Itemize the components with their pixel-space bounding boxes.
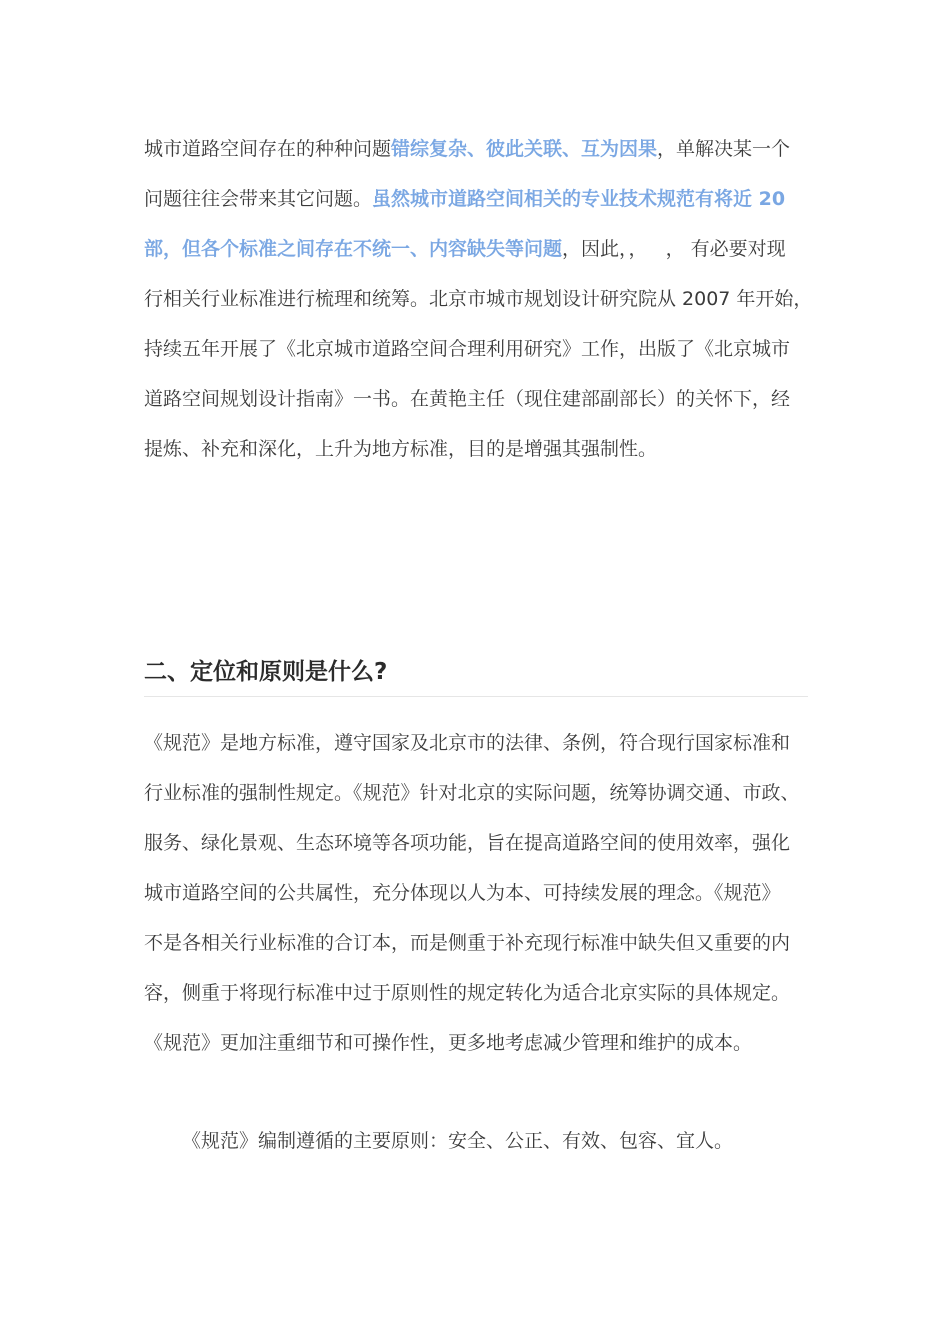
paragraph-line — [144, 224, 808, 274]
positioning-paragraph — [144, 718, 808, 1068]
text-run: 行相关行业标准进行梳理和统筹。北京市城市规划设计研究院从 2007 年开始， — [144, 288, 813, 310]
text-run: ，单解决某一个 — [657, 138, 791, 160]
section-heading: 二、定位和原则是什么? — [144, 659, 388, 685]
heading-divider — [144, 696, 808, 697]
paragraph-line: 《规范》是地方标准，遵守国家及北京市的法律、条例，符合现行国家标准和 — [144, 732, 791, 754]
intro-paragraph — [144, 124, 813, 474]
paragraph-line — [144, 274, 813, 324]
paragraph-line — [144, 124, 808, 174]
paragraph-line — [144, 374, 808, 424]
highlight-text: 部，但各个标准之间存在不统一、内容缺失等问题 — [144, 238, 563, 260]
paragraph-line — [144, 174, 808, 224]
text-run: 提炼、补充和深化，上升为地方标准，目的是增强其强制性。 — [144, 438, 658, 460]
highlight-text: 错综复杂、彼此关联、互为因果 — [391, 138, 658, 160]
text-run: 城市道路空间存在的种种问题 — [144, 138, 392, 160]
principles-paragraph — [182, 1116, 802, 1166]
paragraph-line — [144, 424, 808, 474]
highlight-text: 虽然城市道路空间相关的专业技术规范有将近 20 — [372, 188, 786, 210]
text-run: 道路空间规划设计指南》一书。在黄艳主任（现住建部副部长）的关怀下，经 — [144, 388, 791, 410]
text-run: 问题往往会带来其它问题。 — [144, 188, 373, 210]
paragraph-line: 不是各相关行业标准的合订本，而是侧重于补充现行标准中缺失但又重要的内 — [144, 932, 791, 954]
paragraph-line: 城市道路空间的公共属性，充分体现以人为本、可持续发展的理念。《规范》 — [144, 882, 781, 904]
text-run: ，因此，， ， 有必要对现 — [562, 238, 786, 260]
paragraph-line: 行业标准的强制性规定。《规范》针对北京的实际问题，统筹协调交通、市政、 — [144, 782, 800, 804]
paragraph-line: 《规范》更加注重细节和可操作性，更多地考虑减少管理和维护的成本。 — [144, 1032, 753, 1054]
paragraph-line — [144, 324, 808, 374]
paragraph-line: 容，侧重于将现行标准中过于原则性的规定转化为适合北京实际的具体规定。 — [144, 982, 791, 1004]
paragraph-line: 服务、绿化景观、生态环境等各项功能，旨在提高道路空间的使用效率，强化 — [144, 832, 791, 854]
text-run: 持续五年开展了《北京城市道路空间合理利用研究》工作，出版了《北京城市 — [144, 338, 791, 360]
paragraph-line: 《规范》编制遵循的主要原则：安全、公正、有效、包容、宜人。 — [182, 1130, 734, 1152]
